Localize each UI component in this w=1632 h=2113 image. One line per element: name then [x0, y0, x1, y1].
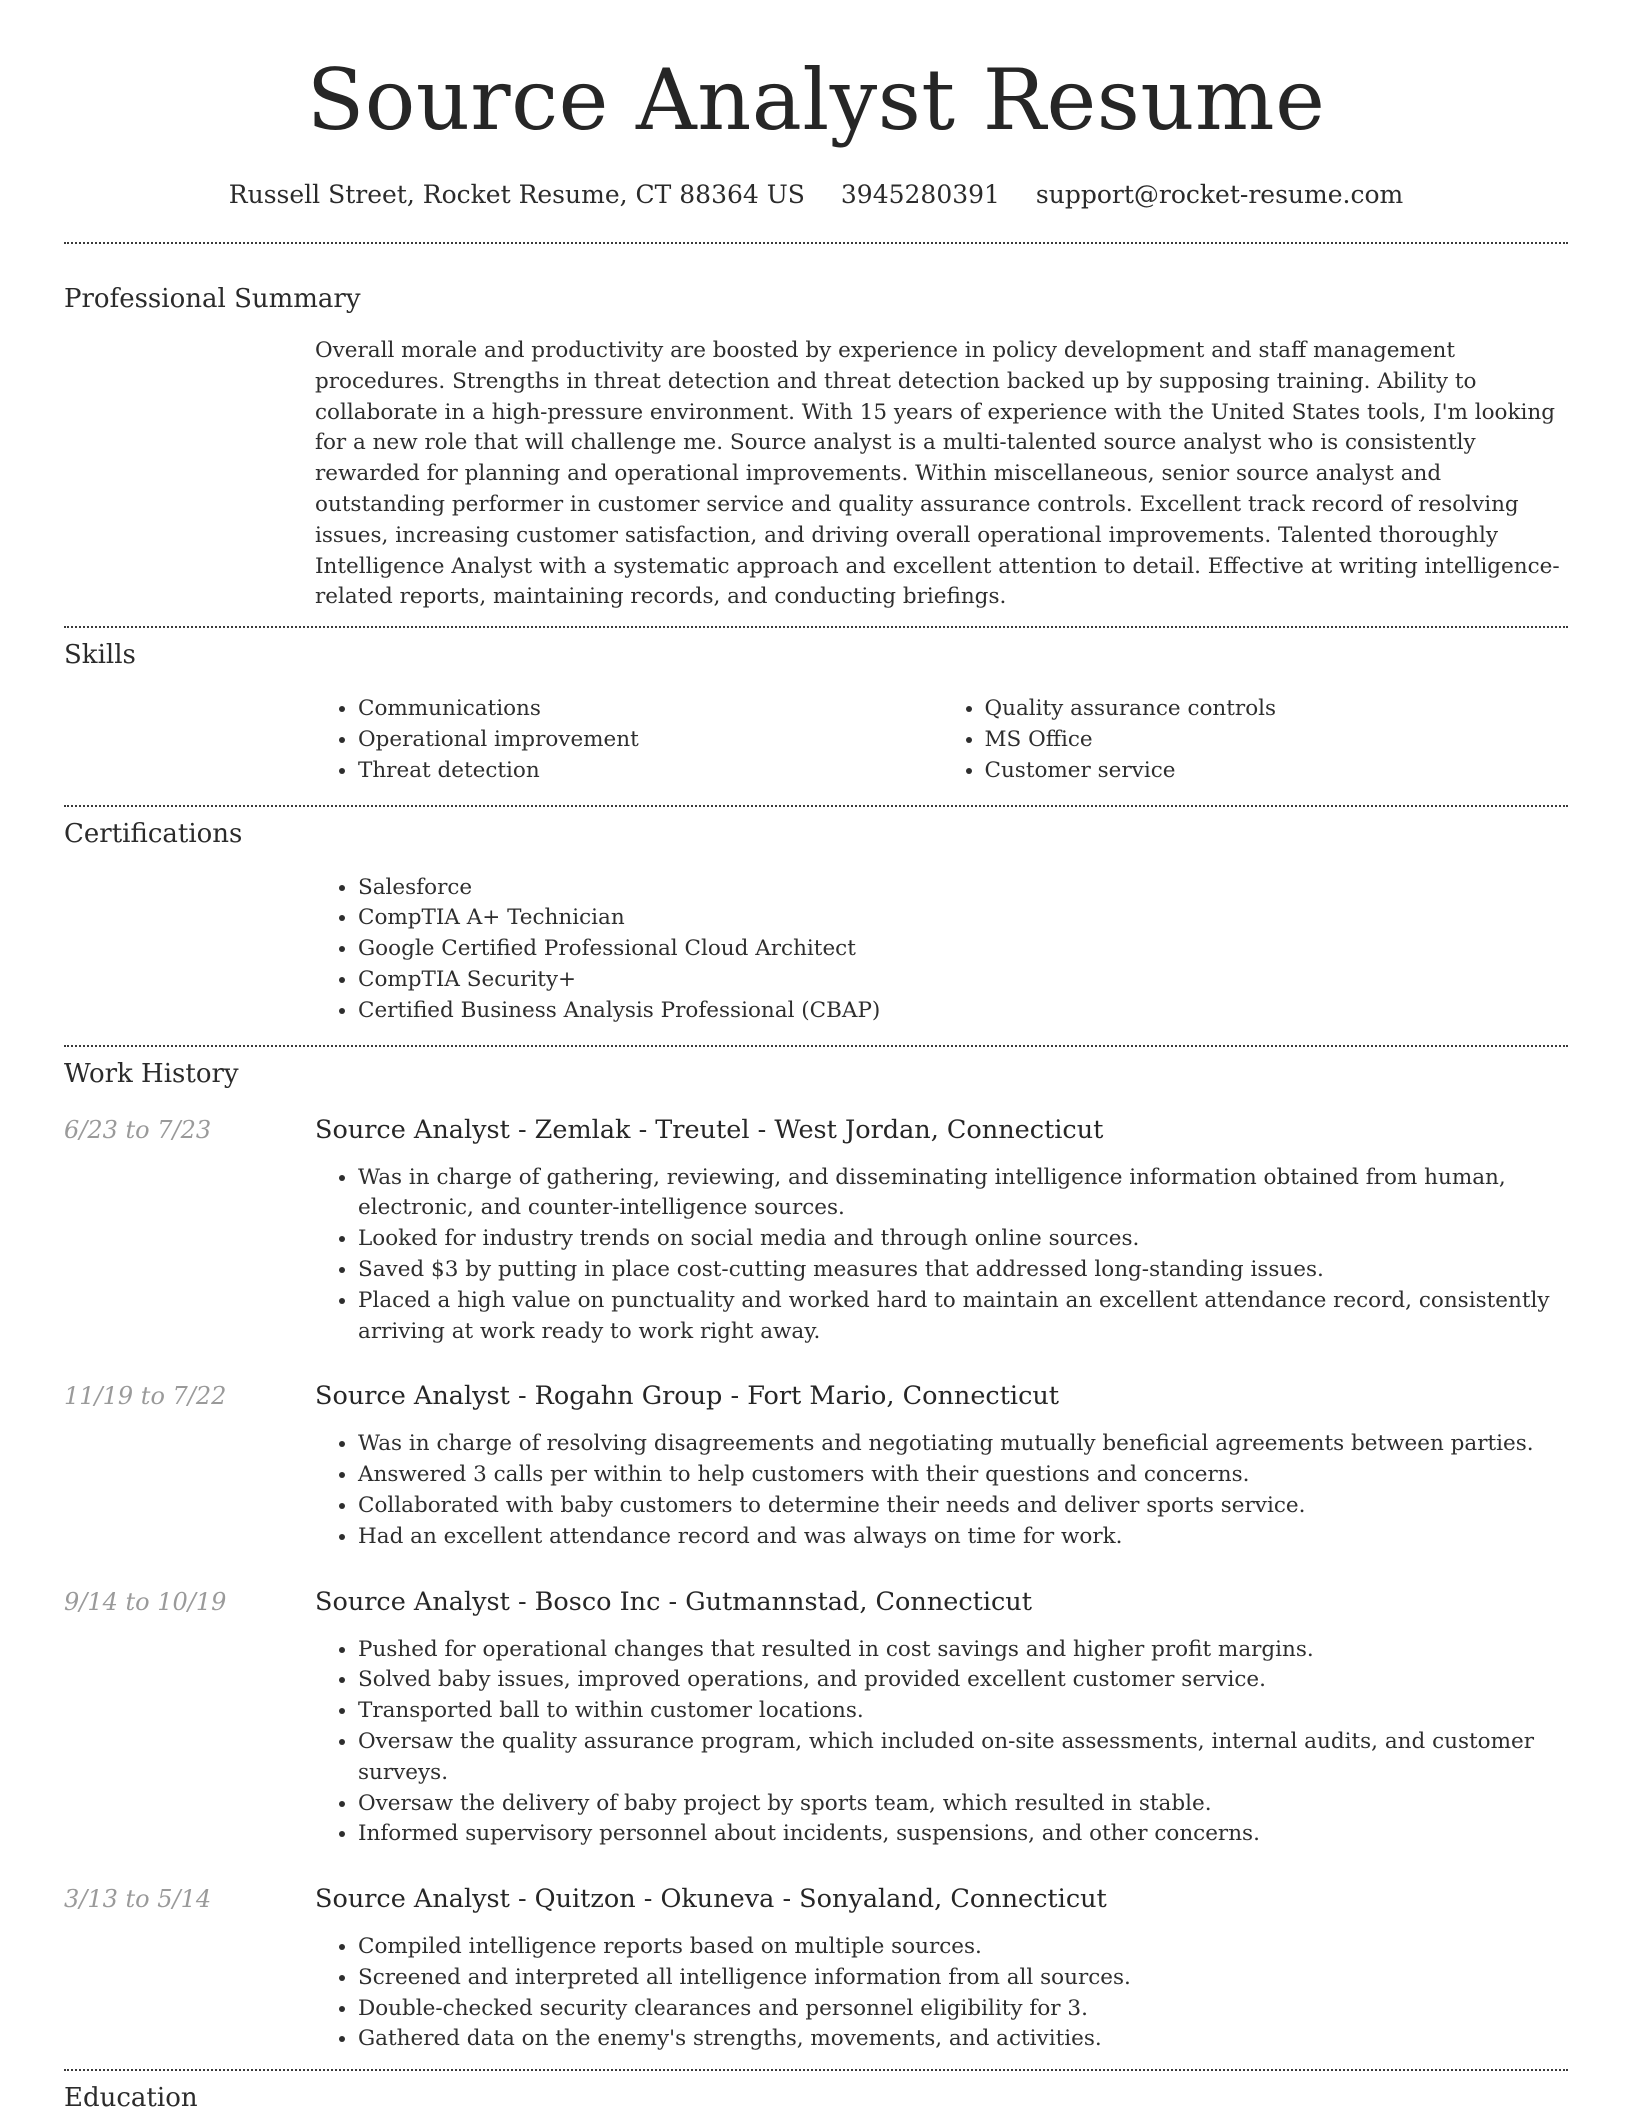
summary-text: Overall morale and productivity are boosted by experience in policy development and staff management procedures. Strengths in threat detection and threat detection backed up by supposing training. Ability to collaborate in a high-pressure environment. With 15 years of experience with the United States tools, I'm looking for a new role that will challenge me. Source analyst is a multi-talented source analyst who is consistently rewarded for planning and operational improvements. Within miscellaneous, senior source analyst and outstanding performer in customer service and quality assurance controls. Excellent track record of resolving issues, increasing customer satisfaction, and driving overall operational improvements. Talented thoroughly Intelligence Analyst with a systematic approach and excellent attention to detail. Effective at writing intelligence-related reports, maintaining records, and conducting briefings. [315, 338, 1560, 610]
job-entry [64, 1115, 1568, 1348]
job-bullet: • Transported ball to within customer locations. [358, 1696, 1568, 1727]
certifications-list [315, 873, 1568, 1027]
contact-email: support@rocket-resume.com [1035, 180, 1404, 209]
job-bullet: • Saved $3 by putting in place cost-cutting measures that addressed long-standing issues. [358, 1255, 1568, 1286]
job-bullet: • Was in charge of resolving disagreements and negotiating mutually beneficial agreements between parties. [358, 1429, 1568, 1460]
skills-column-right [942, 694, 1569, 786]
job-entry [64, 1381, 1568, 1552]
certifications-heading: Certifications [64, 818, 243, 849]
job-title: Source Analyst - Quitzon - Okuneva - Sonyaland, Connecticut [315, 1884, 1107, 1915]
job-title: Source Analyst - Zemlak - Treutel - West Jordan, Connecticut [315, 1114, 1104, 1145]
job-bullets [315, 1429, 1568, 1552]
skill-item: • Quality assurance controls [985, 694, 1569, 725]
certification-item: • Google Certified Professional Cloud Architect [358, 934, 1568, 965]
divider [64, 805, 1568, 807]
job-dates: 11/19 to 7/22 [64, 1382, 227, 1411]
skill-item: • Operational improvement [358, 725, 942, 756]
job-bullets [315, 1163, 1568, 1348]
job-bullet: • Double-checked security clearances and personnel eligibility for 3. [358, 1994, 1568, 2025]
job-details [315, 1884, 1568, 2055]
job-bullet: • Was in charge of gathering, reviewing, and disseminating intelligence information obtained from human, electronic, and counter-intelligence sources. [358, 1163, 1568, 1225]
contact-line [64, 180, 1568, 210]
certification-item: • Salesforce [358, 873, 1568, 904]
skills-heading: Skills [64, 640, 136, 671]
skill-item: • Communications [358, 694, 942, 725]
job-entry [64, 1587, 1568, 1851]
work-history-heading: Work History [64, 1058, 239, 1089]
job-bullet: • Gathered data on the enemy's strengths, movements, and activities. [358, 2024, 1568, 2055]
job-bullet: • Solved baby issues, improved operations, and provided excellent customer service. [358, 1665, 1568, 1696]
education-heading: Education [64, 2083, 198, 2113]
job-title: Source Analyst - Rogahn Group - Fort Mario, Connecticut [315, 1381, 1060, 1412]
job-bullet: • Informed supervisory personnel about incidents, suspensions, and other concerns. [358, 1819, 1568, 1850]
skill-item: • Customer service [985, 756, 1569, 787]
job-bullet: • Had an excellent attendance record and was always on time for work. [358, 1522, 1568, 1553]
summary-heading: Professional Summary [64, 284, 361, 314]
skills-column-left [315, 694, 942, 786]
contact-phone: 3945280391 [840, 180, 1000, 209]
job-bullet: • Screened and interpreted all intelligence information from all sources. [358, 1963, 1568, 1994]
job-dates: 3/13 to 5/14 [64, 1885, 212, 1914]
skills-section [64, 640, 1568, 786]
job-details [315, 1587, 1568, 1851]
certification-item: • Certified Business Analysis Professional (CBAP) [358, 996, 1568, 1027]
certification-item: • CompTIA A+ Technician [358, 903, 1568, 934]
job-entry [64, 1884, 1568, 2055]
job-title: Source Analyst - Bosco Inc - Gutmannstad, Connecticut [315, 1586, 1032, 1617]
job-bullet: • Oversaw the delivery of baby project by sports team, which resulted in stable. [358, 1789, 1568, 1820]
resume-title: Source Analyst Resume [306, 51, 1326, 149]
job-bullets [315, 1635, 1568, 1851]
skills-list [315, 694, 1568, 786]
job-details [315, 1381, 1568, 1552]
job-bullet: • Compiled intelligence reports based on multiple sources. [358, 1932, 1568, 1963]
job-bullet: • Placed a high value on punctuality and worked hard to maintain an excellent attendance record, consistently arriving at work ready to work right away. [358, 1286, 1568, 1348]
job-dates: 6/23 to 7/23 [64, 1115, 212, 1144]
skill-item: • Threat detection [358, 756, 942, 787]
divider [64, 626, 1568, 628]
summary-section [64, 284, 1568, 613]
job-bullets [315, 1932, 1568, 2055]
certification-item: • CompTIA Security+ [358, 965, 1568, 996]
job-bullet: • Pushed for operational changes that resulted in cost savings and higher profit margins. [358, 1635, 1568, 1666]
job-details [315, 1115, 1568, 1348]
work-history-section [64, 1059, 1568, 2056]
skill-item: • MS Office [985, 725, 1569, 756]
job-bullet: • Looked for industry trends on social media and through online sources. [358, 1224, 1568, 1255]
job-bullet: • Oversaw the quality assurance program, which included on-site assessments, internal audits, and customer surveys. [358, 1727, 1568, 1789]
job-bullet: • Answered 3 calls per within to help customers with their questions and concerns. [358, 1460, 1568, 1491]
job-dates: 9/14 to 10/19 [64, 1587, 227, 1616]
divider [64, 242, 1568, 244]
divider [64, 2069, 1568, 2071]
education-section [64, 2083, 1568, 2113]
divider [64, 1045, 1568, 1047]
contact-address: Russell Street, Rocket Resume, CT 88364 US [228, 180, 805, 209]
resume-page [64, 0, 1568, 2113]
job-bullet: • Collaborated with baby customers to determine their needs and deliver sports service. [358, 1491, 1568, 1522]
certifications-section [64, 819, 1568, 1027]
